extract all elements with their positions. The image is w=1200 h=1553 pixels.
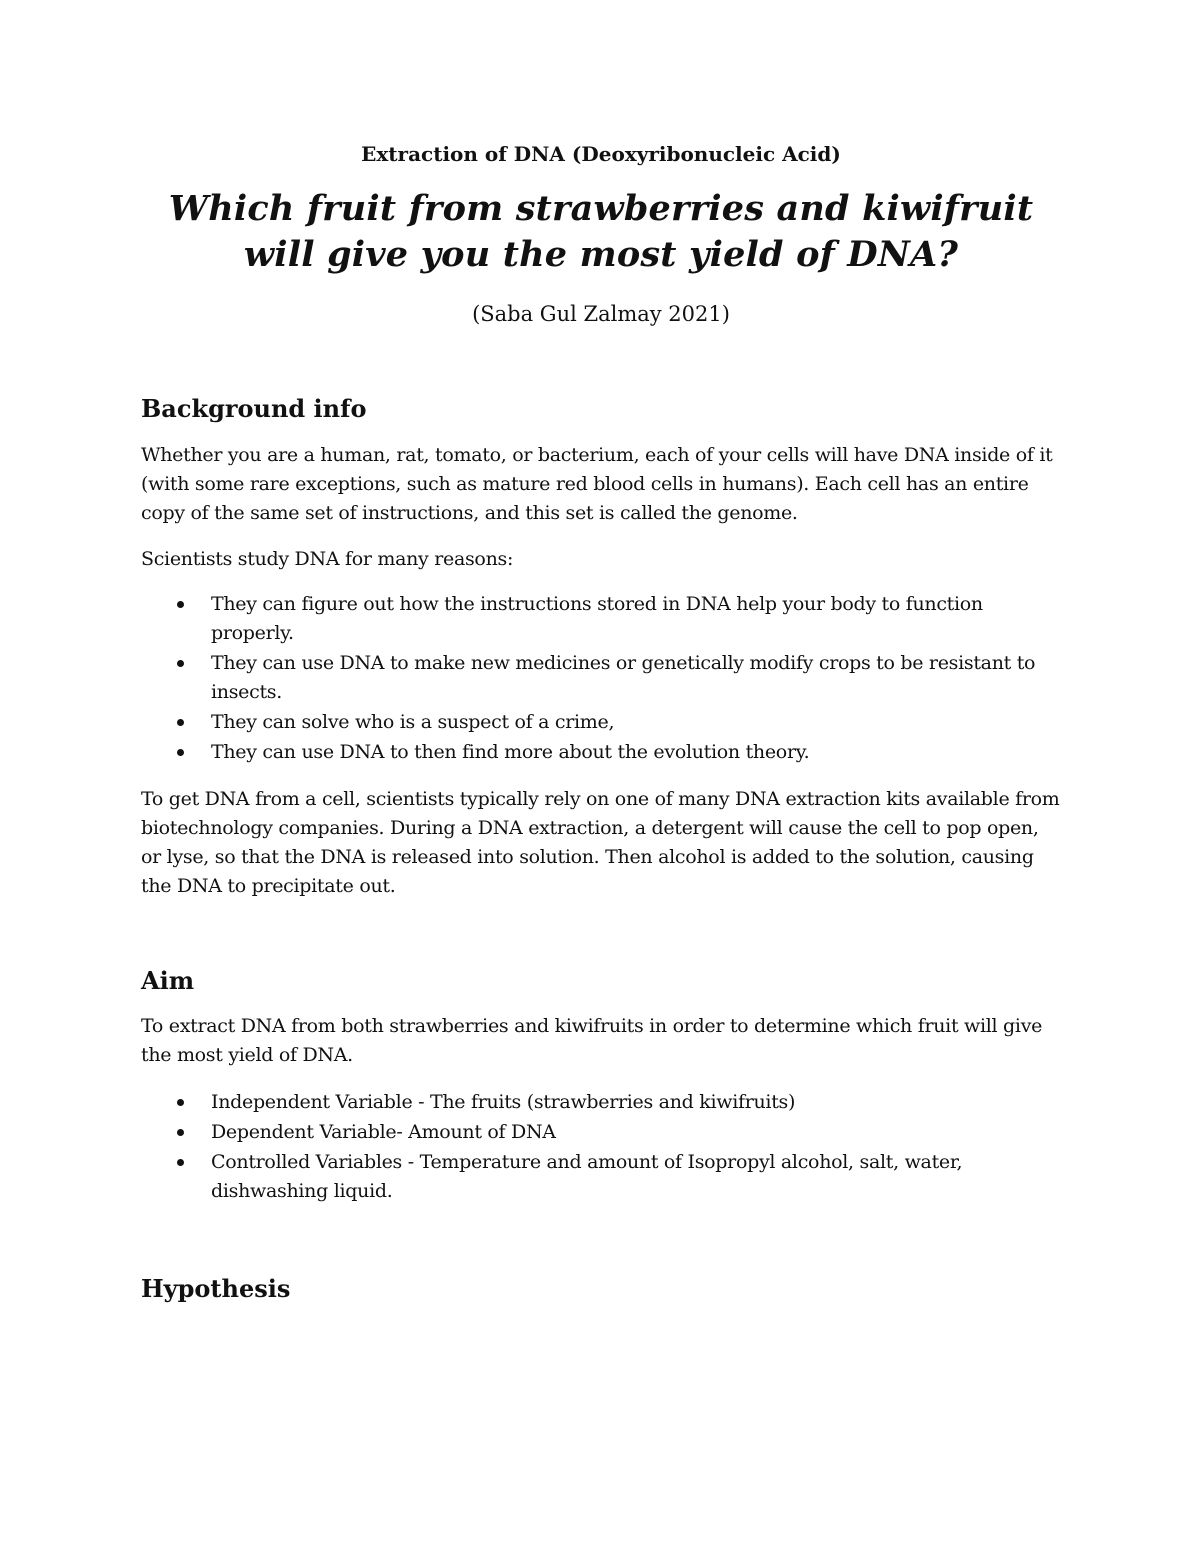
bullet-icon xyxy=(177,660,184,667)
research-question xyxy=(141,186,1061,278)
bullet-icon xyxy=(177,1099,184,1106)
variables-list xyxy=(141,1088,1061,1207)
bullet-icon xyxy=(177,1159,184,1166)
research-question-line-2: will give you the most yield of DNA? xyxy=(243,234,959,275)
document-heading: Extraction of DNA (Deoxyribonucleic Acid) xyxy=(361,142,841,166)
list-item: They can solve who is a suspect of a crime, xyxy=(141,708,1061,737)
hypothesis-heading: Hypothesis xyxy=(141,1274,291,1303)
bullet-icon xyxy=(177,1129,184,1136)
reasons-intro: Scientists study DNA for many reasons: xyxy=(141,548,514,570)
list-item: Controlled Variables - Temperature and amount of Isopropyl alcohol, salt, water, dishwashing liquid. xyxy=(141,1148,1061,1206)
bullet-icon xyxy=(177,601,184,608)
bullet-icon xyxy=(177,749,184,756)
reasons-list xyxy=(141,590,1061,768)
bullet-icon xyxy=(177,719,184,726)
list-item: Independent Variable - The fruits (strawberries and kiwifruits) xyxy=(141,1088,1061,1117)
list-item: Dependent Variable- Amount of DNA xyxy=(141,1118,1061,1147)
background-heading: Background info xyxy=(141,394,367,423)
list-item: They can figure out how the instructions stored in DNA help your body to function properly. xyxy=(141,590,1061,648)
aim-heading: Aim xyxy=(141,966,195,995)
list-item: They can use DNA to then find more about the evolution theory. xyxy=(141,738,1061,767)
background-intro-paragraph: Whether you are a human, rat, tomato, or bacterium, each of your cells will have DNA inside of it (with some rare exceptions, such as mature red blood cells in humans). Each cell has an entire copy of the same set of instructions, and this set is called the genome. xyxy=(141,444,1053,524)
aim-paragraph: To extract DNA from both strawberries and kiwifruits in order to determine which fruit will give the most yield of DNA. xyxy=(141,1015,1043,1066)
author-citation: (Saba Gul Zalmay 2021) xyxy=(472,302,730,326)
research-question-line-1: Which fruit from strawberries and kiwifruit xyxy=(168,188,1034,229)
list-item: They can use DNA to make new medicines or genetically modify crops to be resistant to insects. xyxy=(141,649,1061,707)
extraction-paragraph: To get DNA from a cell, scientists typically rely on one of many DNA extraction kits available from biotechnology companies. During a DNA extraction, a detergent will cause the cell to pop open, or lyse, so that the DNA is released into solution. Then alcohol is added to the solution, causing the DNA to precipitate out. xyxy=(141,788,1060,897)
